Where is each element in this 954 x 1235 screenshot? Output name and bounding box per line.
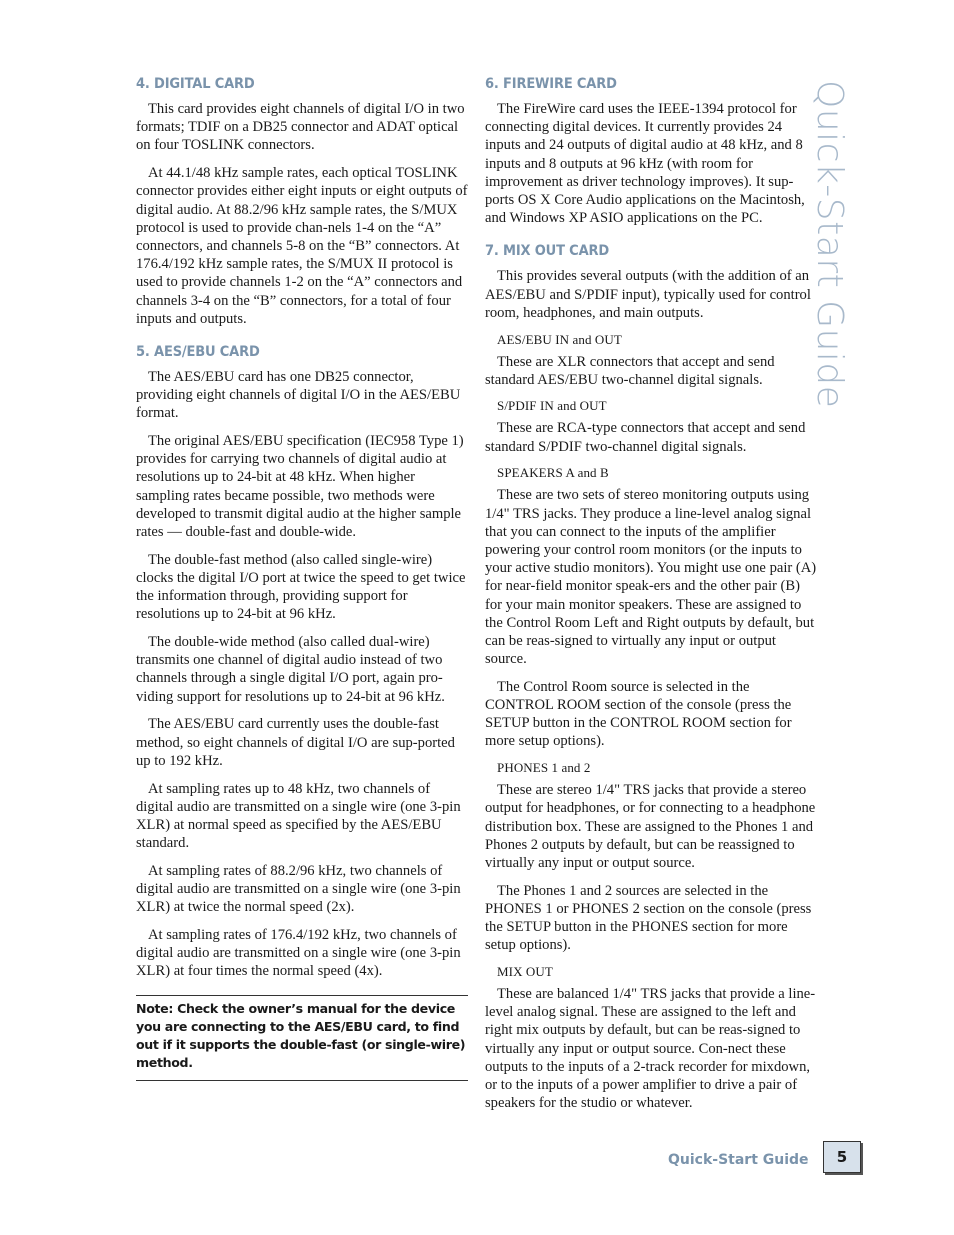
paragraph: The original AES/EBU specification (IEC958 Type 1) provides for carrying two channels of digital audio at resolutions up to 24-bit at 48 kHz. When higher sampling rates became possible, two methods were developed to transmit digital audio at the higher sample rates — double-fast and double-wide. [136,433,464,541]
paragraph: These are XLR connectors that accept and send standard AES/EBU two-channel digital signals. [485,353,775,388]
paragraph: The Phones 1 and 2 sources are selected in the PHONES 1 or PHONES 2 section on the console (press the SETUP button in the PHONES section for more setup options). [485,882,812,954]
section-heading-aes-ebu-card: 5. AES/EBU CARD [136,343,260,360]
page-number: 5 [823,1141,861,1173]
subheading-speakers-a-b: SPEAKERS A and B [497,465,609,481]
subheading-mix-out: MIX OUT [497,964,553,980]
note-box [136,995,468,1081]
footer-title: Quick-Start Guide [668,1152,809,1168]
paragraph: The AES/EBU card currently uses the double-fast method, so eight channels of digital I/O are sup-ported up to 192 kHz. [136,716,455,769]
paragraph: The Control Room source is selected in the CONTROL ROOM section of the console (press the SETUP button in the CONTROL ROOM section for more setup options). [485,678,792,750]
paragraph: The FireWire card uses the IEEE-1394 protocol for connecting digital devices. It currently provides 24 inputs and 24 outputs of digital audio at 48 kHz, and 8 inputs and 8 outputs at 96 kHz (with room for improvement as driver technology improves). It sup-ports OS X Core Audio applications on the Macintosh, and Windows XP ASIO applications on the PC. [485,101,805,227]
paragraph: These are stereo 1/4" TRS jacks that provide a stereo output for headphones, or for connecting to a headphone distribution box. These are assigned to the Phones 1 and Phones 2 outputs by default, but can be reassigned to virtually any input or output source. [485,782,816,871]
section-heading-firewire-card: 6. FIREWIRE CARD [485,76,617,92]
paragraph: At 44.1/48 kHz sample rates, each optical TOSLINK connector provides either eight inputs or eight outputs of digital audio. At 88.2/96 kHz sample rates, the S/MUX protocol is used to provide chan-nels 1-4 on the “A” connectors, and channels 5-8 on the “B” connectors. At 176.4/192 kHz sample rates, the S/MUX II protocol is used to provide channels 1-2 on the “A” connectors and channels 3-4 on the “B” connectors, for a total of four inputs and outputs. [136,165,468,327]
paragraph: The AES/EBU card has one DB25 connector, providing eight channels of digital I/O in the AES/EBU format. [136,368,461,422]
paragraph: These are RCA-type connectors that accept and send standard S/PDIF two-channel digital signals. [485,420,806,455]
paragraph: The double-wide method (also called dual-wire) transmits one channel of digital audio instead of two channels through a single digital I/O port, again pro-viding support for resolutions up to 24-bit at 96 kHz. [136,634,445,705]
subheading-phones-1-2: PHONES 1 and 2 [497,760,591,776]
note-text: Check the owner’s manual for the device you are connecting to the AES/EBU card, to find out if it supports the double-fast (or single-wire) method. [136,1000,466,1071]
subheading-spdif-in-out: S/PDIF IN and OUT [497,398,607,414]
left-column [136,76,468,1081]
section-heading-mix-out-card: 7. MIX OUT CARD [485,243,610,260]
paragraph: At sampling rates up to 48 kHz, two channels of digital audio are transmitted on a single wire (one 3-pin XLR) at normal speed as specified by the AES/EBU standard. [136,780,461,852]
paragraph: At sampling rates of 176.4/192 kHz, two channels of digital audio are transmitted on a single wire (one 3-pin XLR) at four times the normal speed (4x). [136,926,461,980]
right-column [485,76,819,1122]
note-label: Note: [136,1000,174,1016]
section-heading-digital-card: 4. DIGITAL CARD [136,76,255,92]
paragraph: This provides several outputs (with the addition of an AES/EBU and S/PDIF input), typically used for control room, headphones, and main outputs. [485,268,811,321]
paragraph: The double-fast method (also called single-wire) clocks the digital I/O port at twice the speed to get twice the information through, providing support for resolutions up to 24-bit at 96 kHz. [136,551,466,623]
paragraph: These are balanced 1/4" TRS jacks that provide a line-level analog signal. These are assigned to the left and right mix outputs by default, but can be reas-signed to virtually any input or output source. Con-nect these outputs to the inputs of a 2-track recorder for mixdown, or to the inputs of a power amplifier to drive a pair of speakers for the studio or whatever. [485,986,816,1112]
paragraph: These are two sets of stereo monitoring outputs using 1/4" TRS jacks. They produce a line-level analog signal that you can connect to the inputs of the amplifier powering your control room monitors (or the inputs to your active studio monitors). You might use one pair (A) for near-field monitor speak-ers and the other pair (B) for your main monitor speakers. These are assigned to the Control Room Left and Right outputs by default, but can be reas-signed to virtually any input or output source. [485,487,817,668]
subheading-aes-ebu-in-out: AES/EBU IN and OUT [497,331,622,347]
sidebar-title-container [802,80,862,409]
paragraph: At sampling rates of 88.2/96 kHz, two channels of digital audio are transmitted on a single wire (one 3-pin XLR) at twice the normal speed (2x). [136,862,461,916]
paragraph: This card provides eight channels of digital I/O in two formats; TDIF on a DB25 connector and ADAT optical on four TOSLINK connectors. [136,101,465,154]
sidebar-title: Quick-Start Guide [809,80,850,409]
